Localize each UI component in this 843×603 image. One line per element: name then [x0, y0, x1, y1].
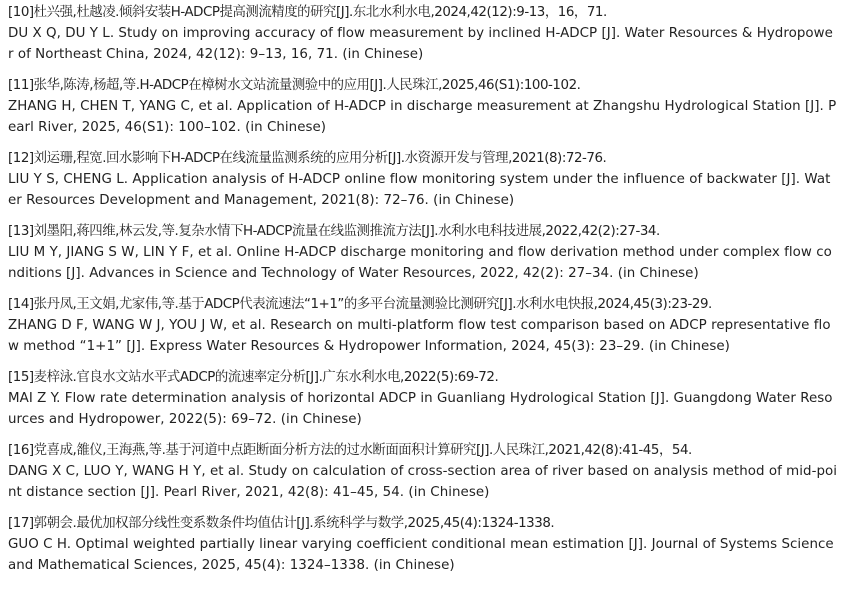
reference-item-13	[8, 221, 838, 284]
reference-chinese-text: [13]刘墨阳,蒋四维,林云发,等.复杂水情下H-ADCP流量在线监测推流方法[J].水利水电科技进展,2022,42(2):27-34.	[8, 224, 660, 239]
reference-item-16	[8, 440, 838, 503]
reference-item-12	[8, 148, 838, 211]
reference-chinese-text: [12]刘运珊,程宽.回水影响下H-ADCP在线流量监测系统的应用分析[J].水资源开发与管理,2021(8):72-76.	[8, 151, 607, 166]
reference-english-text: ZHANG D F, WANG W J, YOU J W, et al. Research on multi-platform flow test comparison based on ADCP representative flow method “1+1” [J]. Express Water Resources & Hydropower Information, 2024, 45(3): 23–29. (in Chinese)	[8, 318, 831, 354]
reference-english-text: LIU Y S, CHENG L. Application analysis of H-ADCP online flow monitoring system under the influence of backwater [J]. Water Resources Development and Management, 2021(8): 72–76. (in Chinese)	[8, 172, 831, 208]
reference-item-17	[8, 513, 838, 576]
reference-item-10	[8, 2, 838, 65]
reference-chinese-text: [15]麦梓泳.官良水文站水平式ADCP的流速率定分析[J].广东水利水电,2022(5):69-72.	[8, 370, 499, 385]
reference-english-text: DANG X C, LUO Y, WANG H Y, et al. Study on calculation of cross-section area of river based on analysis method of mid-point distance section [J]. Pearl River, 2021, 42(8): 41–45, 54. (in Chinese)	[8, 464, 838, 500]
reference-chinese-text: [11]张华,陈涛,杨超,等.H-ADCP在樟树水文站流量测验中的应用[J].人民珠江,2025,46(S1):100-102.	[8, 78, 581, 93]
reference-english-text: ZHANG H, CHEN T, YANG C, et al. Application of H-ADCP in discharge measurement at Zhangshu Hydrological Station [J]. Pearl River, 2025, 46(S1): 100–102. (in Chinese)	[8, 99, 837, 135]
reference-english-text: GUO C H. Optimal weighted partially linear varying coefficient conditional mean estimation [J]. Journal of Systems Science and Mathematical Sciences, 2025, 45(4): 1324–1338. (in Chinese)	[8, 537, 834, 573]
reference-item-11	[8, 75, 838, 138]
reference-list	[8, 2, 838, 586]
reference-chinese-text: [17]郭朝会.最优加权部分线性变系数条件均值估计[J].系统科学与数学,2025,45(4):1324-1338.	[8, 516, 555, 531]
reference-english-text: MAI Z Y. Flow rate determination analysis of horizontal ADCP in Guanliang Hydrological Station [J]. Guangdong Water Resources and Hydropower, 2022(5): 69–72. (in Chinese)	[8, 391, 833, 427]
reference-item-14	[8, 294, 838, 357]
reference-item-15	[8, 367, 838, 430]
reference-english-text: LIU M Y, JIANG S W, LIN Y F, et al. Online H-ADCP discharge monitoring and flow derivation method under complex flow conditions [J]. Advances in Science and Technology of Water Resources, 2022, 42(2): 27–34. (in Chinese)	[8, 245, 832, 281]
reference-english-text: DU X Q, DU Y L. Study on improving accuracy of flow measurement by inclined H-ADCP [J]. Water Resources & Hydropower of Northeast China, 2024, 42(12): 9–13, 16, 71. (in Chinese)	[8, 26, 833, 62]
reference-chinese-text: [14]张丹凤,王文娟,尤家伟,等.基于ADCP代表流速法“1+1”的多平台流量测验比测研究[J].水利水电快报,2024,45(3):23-29.	[8, 297, 712, 312]
reference-chinese-text: [16]党喜成,雒仪,王海燕,等.基于河道中点距断面分析方法的过水断面面积计算研究[J].人民珠江,2021,42(8):41-45，54.	[8, 443, 692, 458]
reference-chinese-text: [10]杜兴强,杜越凌.倾斜安装H-ADCP提高测流精度的研究[J].东北水利水电,2024,42(12):9-13，16，71.	[8, 5, 607, 20]
